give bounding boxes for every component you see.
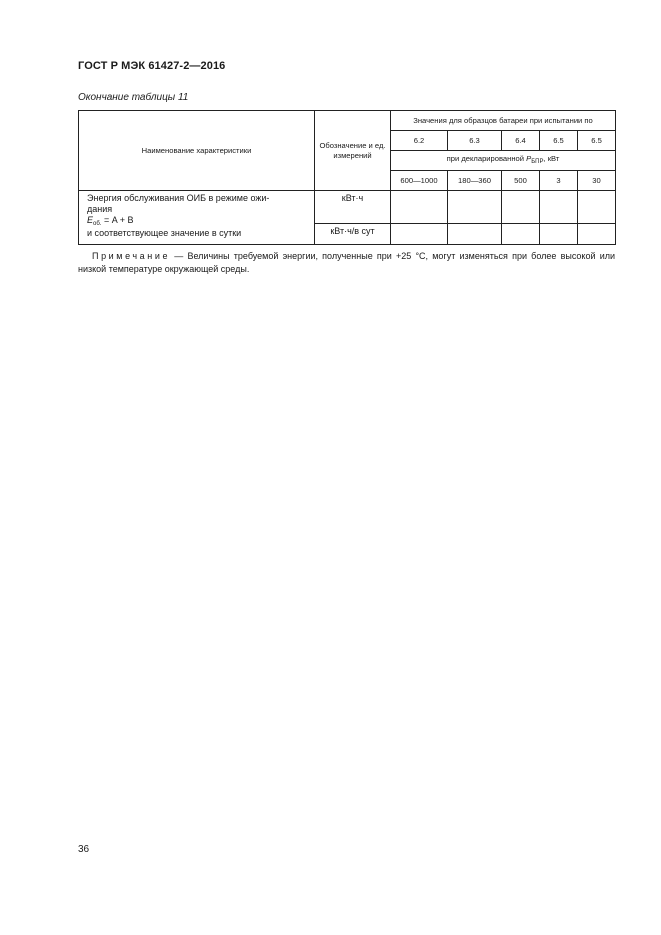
name-line: дания [87, 203, 113, 214]
characteristic-name-cell [79, 191, 315, 245]
formula-subscript: об. [93, 220, 102, 227]
page-number: 36 [78, 844, 90, 855]
value-cell [391, 224, 448, 245]
test-clause-cell: 6.5 [540, 131, 578, 151]
name-line: и соответствующее значение в сутки [87, 227, 242, 238]
test-clause-cell: 6.4 [502, 131, 540, 151]
characteristics-table [78, 110, 616, 245]
declared-power-symbol: P [526, 154, 532, 164]
document-header: ГОСТ Р МЭК 61427-2—2016 [78, 60, 226, 72]
unit-cell: кВт·ч/в сут [315, 224, 391, 245]
col-unit-header: Обозначение и ед. измерений [315, 111, 391, 191]
declared-power-subscript: БПР [531, 159, 544, 166]
test-clause-cell: 6.3 [448, 131, 502, 151]
declared-power-prefix: при декларированной [446, 154, 525, 164]
col-name-header: Наименование характеристики [79, 111, 315, 191]
value-cell [578, 224, 616, 245]
power-value-cell: 500 [502, 171, 540, 191]
formula-symbol: E [87, 214, 94, 225]
power-value-cell: 600—1000 [391, 171, 448, 191]
note-text: — Величины требуемой энергии, полученные при +25 °С, могут изменяться при более высокой или низкой температуре окружающей среды. [78, 251, 615, 274]
table-row [79, 191, 616, 224]
power-value-cell: 180—360 [448, 171, 502, 191]
value-cell [448, 224, 502, 245]
value-cell [502, 191, 540, 224]
table-caption: Окончание таблицы 11 [78, 92, 189, 103]
name-line: Энергия обслуживания ОИБ в режиме ожи- [87, 193, 270, 203]
note-label: Примечание [92, 251, 171, 261]
values-group-header: Значения для образцов батареи при испытании по [391, 111, 616, 131]
value-cell [578, 191, 616, 224]
energy-formula [87, 215, 310, 228]
power-value-cell: 30 [578, 171, 616, 191]
unit-cell: кВт·ч [315, 191, 391, 224]
value-cell [448, 191, 502, 224]
value-cell [502, 224, 540, 245]
formula-rest: = A + B [101, 214, 134, 225]
test-clause-cell: 6.5 [578, 131, 616, 151]
value-cell [540, 191, 578, 224]
test-clause-cell: 6.2 [391, 131, 448, 151]
value-cell [391, 191, 448, 224]
table-note [78, 250, 615, 276]
value-cell [540, 224, 578, 245]
power-value-cell: 3 [540, 171, 578, 191]
declared-power-unit: кВт [547, 154, 560, 164]
declared-power-header: при декларированной $P_{БПР}$, кВт [391, 151, 616, 171]
